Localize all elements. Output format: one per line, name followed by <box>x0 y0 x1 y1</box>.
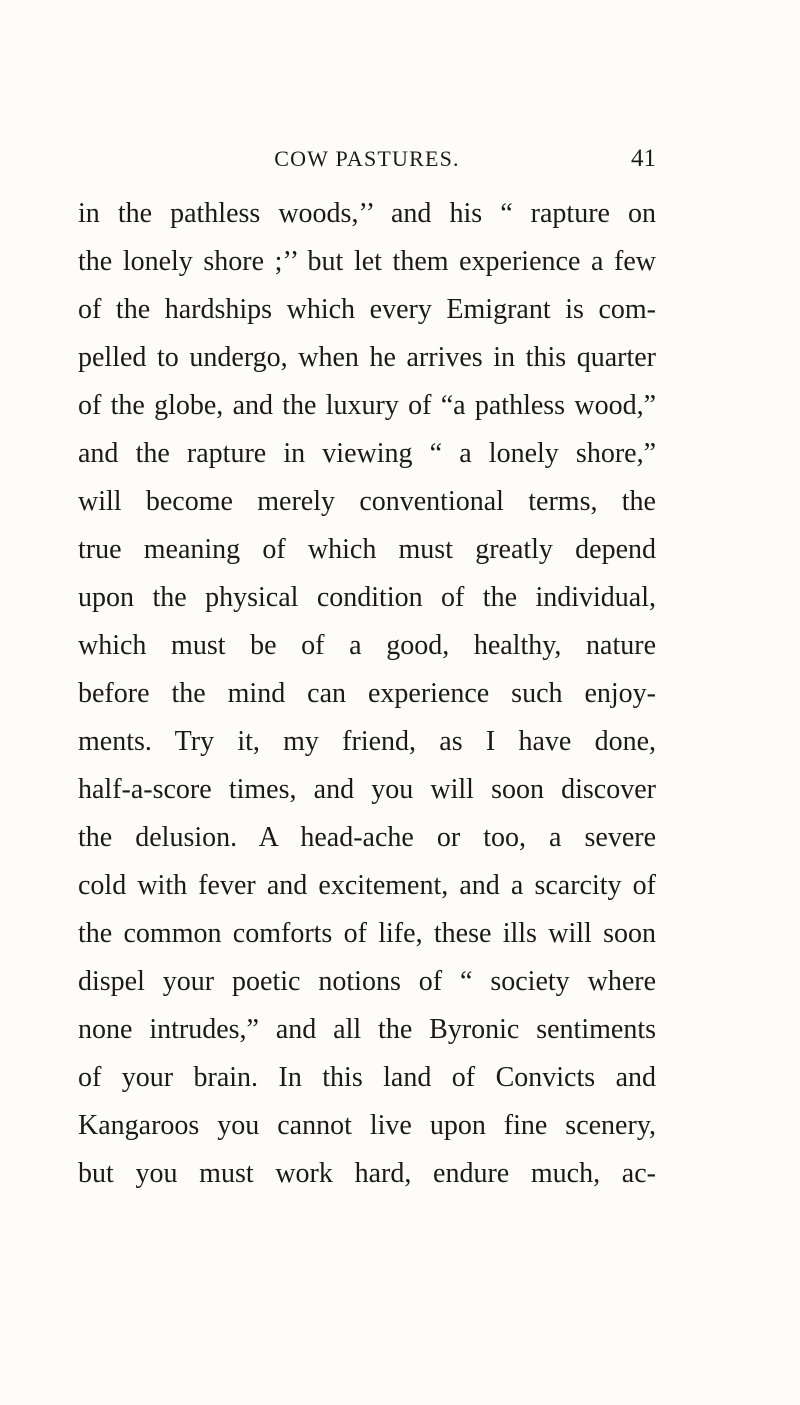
text-line: true meaning of which must greatly depend <box>78 534 656 565</box>
text-line: upon the physical condition of the individual, <box>78 582 656 613</box>
text-line: cold with fever and excitement, and a scarcity of <box>78 870 656 901</box>
text-line: will become merely conventional terms, the <box>78 486 656 517</box>
text-line: but you must work hard, endure much, ac- <box>78 1158 656 1189</box>
text-line: half-a-score times, and you will soon discover <box>78 774 656 805</box>
text-line: of your brain. In this land of Convicts and <box>78 1062 656 1093</box>
text-line: the lonely shore ;’’ but let them experience a few <box>78 246 656 277</box>
text-line: which must be of a good, healthy, nature <box>78 630 656 661</box>
text-line: in the pathless woods,’’ and his “ rapture on <box>78 198 656 229</box>
running-head <box>78 142 656 176</box>
text-line: none intrudes,” and all the Byronic sentiments <box>78 1014 656 1045</box>
text-line: and the rapture in viewing “ a lonely shore,” <box>78 438 656 469</box>
page-number: 41 <box>631 145 656 172</box>
running-title: COW PASTURES. <box>274 146 460 171</box>
text-line: ments. Try it, my friend, as I have done, <box>78 726 656 757</box>
text-line: dispel your poetic notions of “ society where <box>78 966 656 997</box>
text-line: pelled to undergo, when he arrives in this quarter <box>78 342 656 373</box>
body-text <box>78 190 656 1198</box>
text-line: the common comforts of life, these ills will soon <box>78 918 656 949</box>
text-line: of the globe, and the luxury of “a pathless wood,” <box>78 390 656 421</box>
text-line: the delusion. A head-ache or too, a severe <box>78 822 656 853</box>
text-line: before the mind can experience such enjoy- <box>78 678 656 709</box>
text-line: of the hardships which every Emigrant is com- <box>78 294 656 325</box>
text-line: Kangaroos you cannot live upon fine scenery, <box>78 1110 656 1141</box>
